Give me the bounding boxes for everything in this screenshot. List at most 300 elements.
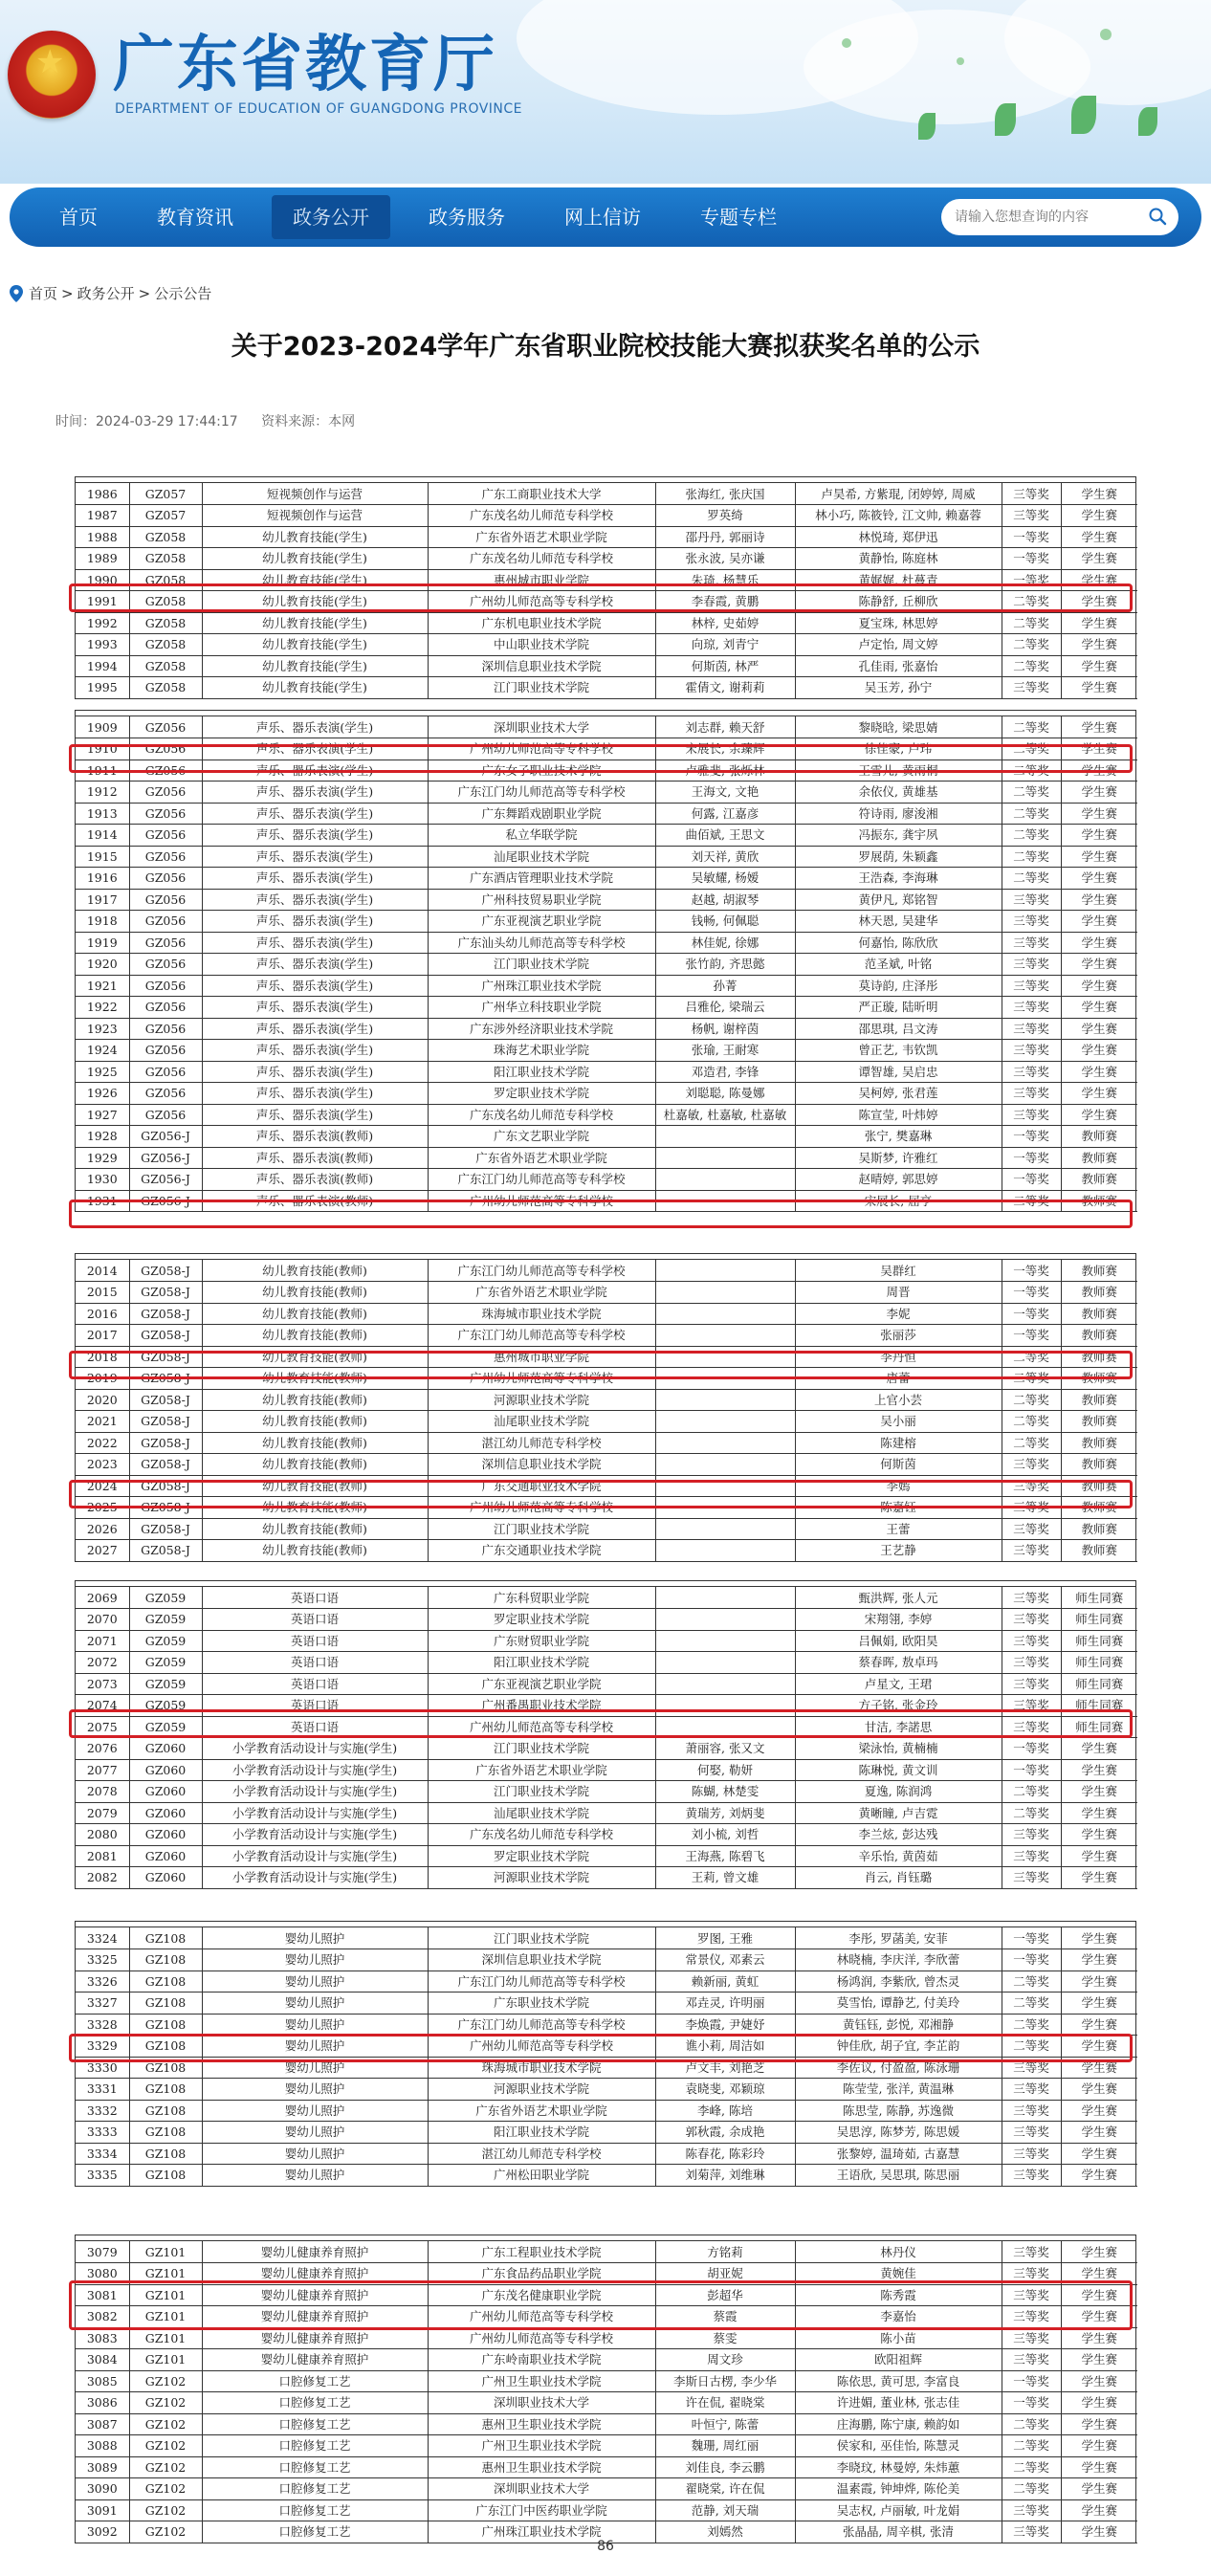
- table-cell: 三等奖: [1002, 677, 1061, 699]
- table-cell: 二等奖: [1002, 846, 1061, 868]
- table-cell: 三等奖: [1002, 2349, 1061, 2371]
- article-source: 资料来源：本网: [261, 414, 356, 429]
- table-cell: GZ060: [129, 1824, 202, 1846]
- table-cell: 罗展荫, 朱颖鑫: [795, 846, 1002, 868]
- table-row: [76, 2478, 1137, 2500]
- table-cell: 广州卫生职业技术学院: [428, 2435, 655, 2457]
- table-row: [76, 2327, 1137, 2349]
- table-cell: 婴幼儿照护: [202, 1949, 428, 1971]
- table-cell: 师生同赛: [1061, 1587, 1137, 1609]
- table-cell: 口腔修复工艺: [202, 2370, 428, 2392]
- table-cell: [655, 1282, 795, 1304]
- table-row: [76, 1824, 1137, 1846]
- table-row: [76, 932, 1137, 954]
- table-cell: 邵思琪, 吕文涛: [795, 1018, 1002, 1040]
- table-cell: GZ058-J: [129, 1325, 202, 1347]
- table-cell: GZ059: [129, 1652, 202, 1674]
- table-cell: 吕佩娟, 欧阳昊: [795, 1630, 1002, 1652]
- table-cell: 2023: [76, 1454, 129, 1476]
- table-row: [76, 889, 1137, 911]
- award-table-segment: [75, 1253, 1136, 1562]
- table-cell: GZ056: [129, 1083, 202, 1105]
- table-cell: 李斯日古楞, 李少华: [655, 2370, 795, 2392]
- table-cell: 庄海鹏, 陈宁康, 赖韵如: [795, 2413, 1002, 2435]
- table-cell: 黎晓晗, 梁思婧: [795, 716, 1002, 738]
- dot-decoration: [957, 57, 964, 65]
- table-cell: 罗定职业技术学院: [428, 1845, 655, 1867]
- table-cell: 学生赛: [1061, 1018, 1137, 1040]
- table-cell: 教师赛: [1061, 1389, 1137, 1411]
- table-cell: 师生同赛: [1061, 1716, 1137, 1738]
- table-cell: 钱畅, 何佩聪: [655, 911, 795, 933]
- table-cell: 三等奖: [1002, 2306, 1061, 2328]
- table-cell: 1914: [76, 825, 129, 847]
- table-cell: 一等奖: [1002, 1169, 1061, 1191]
- table-cell: 声乐、器乐表演(学生): [202, 997, 428, 1019]
- table-cell: 杨鸿润, 李紫欣, 曾杰灵: [795, 1971, 1002, 1993]
- main-nav: [10, 187, 1201, 247]
- table-cell: 二等奖: [1002, 1781, 1061, 1803]
- table-cell: GZ056: [129, 1061, 202, 1083]
- table-cell: 周文珍: [655, 2349, 795, 2371]
- table-cell: 小学教育活动设计与实施(学生): [202, 1781, 428, 1803]
- table-cell: 曾正艺, 韦钦凯: [795, 1040, 1002, 1062]
- table-cell: GZ058-J: [129, 1282, 202, 1304]
- table-row: [76, 2499, 1137, 2521]
- table-cell: 广东省外语艺术职业学院: [428, 2100, 655, 2122]
- table-cell: 甄洪辉, 张人元: [795, 1587, 1002, 1609]
- table-cell: 广东交通职业技术学院: [428, 1540, 655, 1562]
- table-cell: 2082: [76, 1867, 129, 1889]
- table-cell: 李佐议, 付盈盈, 陈泳珊: [795, 2057, 1002, 2079]
- table-cell: 2072: [76, 1652, 129, 1674]
- table-cell: 1920: [76, 954, 129, 976]
- table-cell: 广东机电职业技术学院: [428, 612, 655, 634]
- table-cell: 罗图, 王雅: [655, 1927, 795, 1949]
- table-cell: 教师赛: [1061, 1411, 1137, 1433]
- table-cell: 一等奖: [1002, 1759, 1061, 1781]
- table-cell: 常景仪, 邓素云: [655, 1949, 795, 1971]
- table-cell: GZ056: [129, 760, 202, 782]
- table-cell: 教师赛: [1061, 1169, 1137, 1191]
- table-cell: GZ056-J: [129, 1169, 202, 1191]
- table-cell: 幼儿教育技能(学生): [202, 612, 428, 634]
- table-cell: 师生同赛: [1061, 1630, 1137, 1652]
- table-cell: 李兰炫, 彭达残: [795, 1824, 1002, 1846]
- table-cell: 学生赛: [1061, 1867, 1137, 1889]
- table-cell: 郭秋霞, 余成艳: [655, 2122, 795, 2144]
- table-cell: 1930: [76, 1169, 129, 1191]
- table-cell: 2070: [76, 1609, 129, 1631]
- table-cell: 学生赛: [1061, 2079, 1137, 2101]
- table-cell: 叶恒宁, 陈蕾: [655, 2413, 795, 2435]
- table-cell: 黄伊凡, 郑铭智: [795, 889, 1002, 911]
- table-cell: 三等奖: [1002, 483, 1061, 505]
- table-cell: 罗英绮: [655, 505, 795, 527]
- table-cell: 学生赛: [1061, 1949, 1137, 1971]
- table-cell: 婴幼儿照护: [202, 2165, 428, 2187]
- table-cell: 口腔修复工艺: [202, 2413, 428, 2435]
- table-cell: 广东交通职业技术学院: [428, 1475, 655, 1497]
- table-cell: 三等奖: [1002, 2143, 1061, 2165]
- table-cell: 河源职业技术学院: [428, 1867, 655, 1889]
- table-cell: 刘小梳, 刘哲: [655, 1824, 795, 1846]
- table-cell: 学生赛: [1061, 1971, 1137, 1993]
- table-cell: 霍倩文, 谢莉莉: [655, 677, 795, 699]
- site-header: [0, 0, 1211, 184]
- table-cell: 三等奖: [1002, 1609, 1061, 1631]
- nav-item-services[interactable]: 政务服务: [429, 206, 505, 229]
- table-cell: 广州幼儿师范高等专科学校: [428, 591, 655, 613]
- table-cell: 1909: [76, 716, 129, 738]
- table-cell: 广东省外语艺术职业学院: [428, 1147, 655, 1169]
- table-cell: 广东江门幼儿师范高等专科学校: [428, 1169, 655, 1191]
- table-cell: 赵越, 胡淑琴: [655, 889, 795, 911]
- table-cell: 短视频创作与运营: [202, 483, 428, 505]
- table-cell: 学生赛: [1061, 1040, 1137, 1062]
- table-cell: GZ058-J: [129, 1411, 202, 1433]
- table-cell: 幼儿教育技能(教师): [202, 1346, 428, 1368]
- table-cell: 三等奖: [1002, 2057, 1061, 2079]
- table-cell: 广东省外语艺术职业学院: [428, 526, 655, 548]
- breadcrumb-separator: >: [138, 284, 151, 302]
- table-cell: 李妮: [795, 1303, 1002, 1325]
- table-cell: 1913: [76, 803, 129, 825]
- table-cell: 陈静舒, 丘柳欣: [795, 591, 1002, 613]
- table-cell: 胡亚妮: [655, 2263, 795, 2285]
- table-cell: 河源职业技术学院: [428, 1389, 655, 1411]
- table-cell: 陈依思, 黄可思, 李富良: [795, 2370, 1002, 2392]
- table-cell: GZ058: [129, 655, 202, 677]
- table-cell: GZ059: [129, 1695, 202, 1717]
- table-cell: 广东科贸职业学院: [428, 1587, 655, 1609]
- table-cell: GZ102: [129, 2413, 202, 2435]
- table-cell: 广州幼儿师范高等专科学校: [428, 1368, 655, 1390]
- table-cell: 赖新丽, 黄虹: [655, 1971, 795, 1993]
- table-row: [76, 655, 1137, 677]
- table-cell: 蔡春晖, 敖卓玛: [795, 1652, 1002, 1674]
- table-cell: 范静, 刘天瑞: [655, 2499, 795, 2521]
- table-cell: 吴群红: [795, 1260, 1002, 1282]
- table-cell: 1911: [76, 760, 129, 782]
- table-cell: 婴幼儿照护: [202, 2057, 428, 2079]
- table-cell: 李峰, 陈培: [655, 2100, 795, 2122]
- breadcrumb-home[interactable]: 首页: [29, 285, 58, 302]
- table-cell: 二等奖: [1002, 1411, 1061, 1433]
- table-cell: 幼儿教育技能(学生): [202, 548, 428, 570]
- table-cell: 吴敏耀, 杨嫒: [655, 868, 795, 890]
- nav-item-home[interactable]: 首页: [59, 206, 98, 229]
- table-cell: 婴幼儿健康养育照护: [202, 2349, 428, 2371]
- table-cell: [655, 1147, 795, 1169]
- table-row: [76, 1738, 1137, 1760]
- table-cell: 3092: [76, 2521, 129, 2543]
- table-cell: 许在侃, 翟晓棠: [655, 2392, 795, 2414]
- table-cell: 学生赛: [1061, 655, 1137, 677]
- table-cell: 声乐、器乐表演(学生): [202, 1040, 428, 1062]
- table-cell: 学生赛: [1061, 526, 1137, 548]
- table-cell: 阳江职业技术学院: [428, 1652, 655, 1674]
- table-cell: 私立华联学院: [428, 825, 655, 847]
- table-cell: 黄钰钰, 彭悦, 邓湘静: [795, 2014, 1002, 2036]
- table-cell: 1929: [76, 1147, 129, 1169]
- table-cell: 肖云, 肖钰璐: [795, 1867, 1002, 1889]
- table-cell: 1926: [76, 1083, 129, 1105]
- table-cell: 口腔修复工艺: [202, 2392, 428, 2414]
- table-cell: 声乐、器乐表演(学生): [202, 954, 428, 976]
- table-row: [76, 1652, 1137, 1674]
- table-row: [76, 2456, 1137, 2478]
- table-row: [76, 954, 1137, 976]
- table-cell: 林天恩, 吴建华: [795, 911, 1002, 933]
- breadcrumb-notices[interactable]: 公示公告: [154, 285, 212, 302]
- table-cell: GZ060: [129, 1845, 202, 1867]
- table-cell: 3326: [76, 1971, 129, 1993]
- table-row: [76, 868, 1137, 890]
- table-cell: 教师赛: [1061, 1454, 1137, 1476]
- table-cell: 2014: [76, 1260, 129, 1282]
- nav-item-news[interactable]: 教育资讯: [157, 206, 233, 229]
- table-row: [76, 2165, 1137, 2187]
- table-cell: 莫诗韵, 庄泽彤: [795, 975, 1002, 997]
- highlight-box: [69, 1480, 1133, 1508]
- table-cell: GZ060: [129, 1738, 202, 1760]
- table-cell: 夏逸, 陈润鸿: [795, 1781, 1002, 1803]
- table-cell: 学生赛: [1061, 2241, 1137, 2263]
- table-cell: 3327: [76, 1993, 129, 2015]
- table-row: [76, 825, 1137, 847]
- table-cell: 口腔修复工艺: [202, 2478, 428, 2500]
- table-cell: 卢昊希, 方紫琨, 闭婷婷, 周威: [795, 483, 1002, 505]
- table-cell: 三等奖: [1002, 954, 1061, 976]
- table-cell: 上官小芸: [795, 1389, 1002, 1411]
- table-cell: 1928: [76, 1126, 129, 1148]
- table-cell: 广州幼儿师范高等专科学校: [428, 1497, 655, 1519]
- search-icon[interactable]: [1148, 207, 1167, 226]
- table-cell: 萧丽容, 张又文: [655, 1738, 795, 1760]
- table-cell: [655, 1652, 795, 1674]
- table-cell: GZ101: [129, 2327, 202, 2349]
- table-cell: 二等奖: [1002, 716, 1061, 738]
- table-cell: GZ060: [129, 1781, 202, 1803]
- breadcrumb-affairs[interactable]: 政务公开: [77, 285, 135, 302]
- site-title[interactable]: 广东省教育厅: [113, 29, 497, 100]
- table-cell: 声乐、器乐表演(学生): [202, 1061, 428, 1083]
- table-cell: 何嘉怡, 陈欣欣: [795, 932, 1002, 954]
- table-cell: 张丽莎: [795, 1325, 1002, 1347]
- table-cell: 张永波, 吴亦谦: [655, 548, 795, 570]
- table-cell: 刘天祥, 黄欣: [655, 846, 795, 868]
- table-cell: 一等奖: [1002, 1738, 1061, 1760]
- table-cell: 三等奖: [1002, 1673, 1061, 1695]
- table-cell: GZ058-J: [129, 1346, 202, 1368]
- table-cell: 广东茂名幼儿师范专科学校: [428, 1824, 655, 1846]
- table-cell: 广州番禺职业技术学院: [428, 1695, 655, 1717]
- table-cell: 陈嘉钰: [795, 1497, 1002, 1519]
- table-cell: 三等奖: [1002, 1867, 1061, 1889]
- table-row: [76, 612, 1137, 634]
- table-row: [76, 526, 1137, 548]
- table-cell: 三等奖: [1002, 1652, 1061, 1674]
- table-cell: 广东文艺职业学院: [428, 1126, 655, 1148]
- table-cell: 学生赛: [1061, 2165, 1137, 2187]
- table-cell: GZ060: [129, 1759, 202, 1781]
- table-cell: GZ108: [129, 2036, 202, 2058]
- nav-item-topics[interactable]: 专题专栏: [700, 206, 777, 229]
- table-cell: 英语口语: [202, 1587, 428, 1609]
- table-cell: 陈春花, 陈彩玲: [655, 2143, 795, 2165]
- table-row: [76, 2241, 1137, 2263]
- table-cell: 广东江门幼儿师范高等专科学校: [428, 1260, 655, 1282]
- table-cell: 李嘉怡: [795, 2306, 1002, 2328]
- table-cell: 口腔修复工艺: [202, 2521, 428, 2543]
- table-cell: 学生赛: [1061, 846, 1137, 868]
- table-cell: GZ102: [129, 2478, 202, 2500]
- table-cell: 2022: [76, 1432, 129, 1454]
- table-cell: 深圳职业技术大学: [428, 716, 655, 738]
- table-cell: 广州珠江职业技术学院: [428, 2521, 655, 2543]
- table-cell: GZ101: [129, 2284, 202, 2306]
- table-cell: 刘菊萍, 刘维琳: [655, 2165, 795, 2187]
- table-cell: 三等奖: [1002, 1630, 1061, 1652]
- plant-decoration: [918, 113, 936, 140]
- table-cell: 曲佰斌, 王思文: [655, 825, 795, 847]
- table-cell: 2017: [76, 1325, 129, 1347]
- table-cell: 声乐、器乐表演(学生): [202, 1083, 428, 1105]
- table-cell: 小学教育活动设计与实施(学生): [202, 1824, 428, 1846]
- table-cell: 英语口语: [202, 1609, 428, 1631]
- table-cell: 学生赛: [1061, 2521, 1137, 2543]
- table-cell: 幼儿教育技能(学生): [202, 655, 428, 677]
- nav-item-petition[interactable]: 网上信访: [564, 206, 641, 229]
- location-pin-icon: [10, 285, 23, 302]
- table-cell: 幼儿教育技能(教师): [202, 1282, 428, 1304]
- table-cell: 婴幼儿健康养育照护: [202, 2241, 428, 2263]
- table-cell: GZ056: [129, 716, 202, 738]
- table-cell: 三等奖: [1002, 1497, 1061, 1519]
- table-cell: 3091: [76, 2499, 129, 2521]
- table-cell: 幼儿教育技能(教师): [202, 1497, 428, 1519]
- table-cell: 三等奖: [1002, 1040, 1061, 1062]
- table-cell: 婴幼儿照护: [202, 1927, 428, 1949]
- table-cell: 周晋: [795, 1282, 1002, 1304]
- table-cell: 广东财贸职业学院: [428, 1630, 655, 1652]
- table-cell: 梁泳怡, 黄楠楠: [795, 1738, 1002, 1760]
- table-cell: GZ056: [129, 997, 202, 1019]
- table-row: [76, 1673, 1137, 1695]
- table-row: [76, 1303, 1137, 1325]
- table-cell: 声乐、器乐表演(学生): [202, 932, 428, 954]
- table-cell: 婴幼儿健康养育照护: [202, 2327, 428, 2349]
- table-cell: GZ056: [129, 975, 202, 997]
- table-cell: [655, 1454, 795, 1476]
- table-cell: 陈宣莹, 叶炜婷: [795, 1104, 1002, 1126]
- table-cell: 一等奖: [1002, 1260, 1061, 1282]
- table-row: [76, 2079, 1137, 2101]
- table-cell: 口腔修复工艺: [202, 2435, 428, 2457]
- table-cell: 2074: [76, 1695, 129, 1717]
- table-row: [76, 1104, 1137, 1126]
- table-cell: 学生赛: [1061, 591, 1137, 613]
- table-cell: GZ058: [129, 677, 202, 699]
- table-cell: 广州珠江职业技术学院: [428, 975, 655, 997]
- table-cell: 2075: [76, 1716, 129, 1738]
- table-cell: 广东亚视演艺职业学院: [428, 911, 655, 933]
- table-cell: 张黎婷, 温琦茹, 古嘉慧: [795, 2143, 1002, 2165]
- table-cell: 邓造君, 李锋: [655, 1061, 795, 1083]
- nav-item-affairs[interactable]: 政务公开: [272, 195, 390, 239]
- table-cell: 3086: [76, 2392, 129, 2414]
- table-cell: 声乐、器乐表演(学生): [202, 803, 428, 825]
- table-cell: 学生赛: [1061, 889, 1137, 911]
- table-cell: 温素霞, 钟坤烨, 陈伦美: [795, 2478, 1002, 2500]
- table-cell: 唐蕾: [795, 1368, 1002, 1390]
- table-cell: 学生赛: [1061, 2413, 1137, 2435]
- table-cell: 2026: [76, 1518, 129, 1540]
- search-input[interactable]: [955, 209, 1136, 225]
- table-cell: 口腔修复工艺: [202, 2499, 428, 2521]
- table-row: [76, 1867, 1137, 1889]
- table-row: [76, 2349, 1137, 2371]
- table-cell: 学生赛: [1061, 2122, 1137, 2144]
- table-cell: 三等奖: [1002, 2521, 1061, 2543]
- table-cell: 林梓, 史茹婷: [655, 612, 795, 634]
- table-cell: 婴幼儿照护: [202, 2143, 428, 2165]
- table-cell: GZ059: [129, 1587, 202, 1609]
- table-cell: 广东茂名健康职业学院: [428, 2284, 655, 2306]
- table-cell: 小学教育活动设计与实施(学生): [202, 1802, 428, 1824]
- table-cell: 江门职业技术学院: [428, 1927, 655, 1949]
- search-box: [941, 199, 1178, 235]
- table-cell: 陈莹莹, 张洋, 黄温琳: [795, 2079, 1002, 2101]
- table-cell: 学生赛: [1061, 505, 1137, 527]
- table-cell: 学生赛: [1061, 1993, 1137, 2015]
- site-subtitle: DEPARTMENT OF EDUCATION OF GUANGDONG PROVINCE: [115, 101, 523, 117]
- table-cell: 邵丹丹, 郭丽诗: [655, 526, 795, 548]
- table-cell: 孙菁: [655, 975, 795, 997]
- table-cell: 2021: [76, 1411, 129, 1433]
- table-cell: 一等奖: [1002, 1949, 1061, 1971]
- table-cell: 1925: [76, 1061, 129, 1083]
- table-cell: 杜嘉敏, 杜嘉敏, 杜嘉敏: [655, 1104, 795, 1126]
- table-cell: 广东省外语艺术职业学院: [428, 1759, 655, 1781]
- table-cell: 1988: [76, 526, 129, 548]
- table-row: [76, 2122, 1137, 2144]
- table-cell: 一等奖: [1002, 1282, 1061, 1304]
- table-cell: 2018: [76, 1346, 129, 1368]
- table-cell: 江门职业技术学院: [428, 954, 655, 976]
- table-cell: 刘聪聪, 陈曼娜: [655, 1083, 795, 1105]
- table-cell: 宋展长, 屈亨: [795, 1190, 1002, 1212]
- table-cell: 刘志群, 赖天舒: [655, 716, 795, 738]
- table-cell: 三等奖: [1002, 1695, 1061, 1717]
- table-cell: 师生同赛: [1061, 1652, 1137, 1674]
- table-cell: 二等奖: [1002, 868, 1061, 890]
- table-cell: 广东江门中医药职业学院: [428, 2499, 655, 2521]
- table-cell: 广东茂名幼儿师范专科学校: [428, 1104, 655, 1126]
- table-cell: 三等奖: [1002, 997, 1061, 1019]
- table-cell: 湛江幼儿师范专科学校: [428, 1432, 655, 1454]
- table-row: [76, 1260, 1137, 1282]
- table-row: [76, 1325, 1137, 1347]
- table-cell: 三等奖: [1002, 1824, 1061, 1846]
- table-cell: 1990: [76, 569, 129, 591]
- table-cell: 声乐、器乐表演(教师): [202, 1126, 428, 1148]
- table-cell: GZ058-J: [129, 1540, 202, 1562]
- table-cell: 学生赛: [1061, 1759, 1137, 1781]
- table-cell: 三等奖: [1002, 889, 1061, 911]
- table-cell: 3335: [76, 2165, 129, 2187]
